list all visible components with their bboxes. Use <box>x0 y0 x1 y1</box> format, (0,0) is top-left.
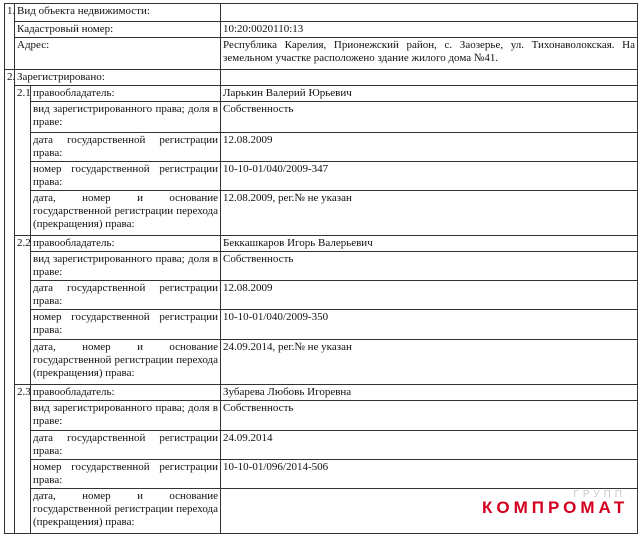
table-row <box>5 102 638 133</box>
reg-number-label: номер государственной регистрации права: <box>31 162 221 191</box>
basis-label: дата, номер и основание государственной регистрации перехода (прекращения) права: <box>31 489 221 534</box>
reg-date-label: дата государственной регистрации права: <box>31 133 221 162</box>
table-row <box>5 252 638 281</box>
right-type-label: вид зарегистрированного права; доля в праве: <box>31 401 221 431</box>
holder-number: 2.1 <box>15 86 31 236</box>
basis-label: дата, номер и основание государственной регистрации перехода (прекращения) права: <box>31 340 221 385</box>
row-number: 1. <box>5 4 15 70</box>
basis-value: 12.08.2009, рег.№ не указан <box>221 191 638 236</box>
right-type-label: вид зарегистрированного права; доля в праве: <box>31 102 221 133</box>
kompromat-watermark <box>482 489 632 529</box>
reg-date-label: дата государственной регистрации права: <box>31 281 221 310</box>
table-row <box>5 86 638 102</box>
table-row <box>5 310 638 340</box>
holder-name: Зубарева Любовь Игоревна <box>221 385 638 401</box>
holder-label: правообладатель: <box>31 86 221 102</box>
table-row <box>5 22 638 38</box>
reg-number-value: 10-10-01/040/2009-347 <box>221 162 638 191</box>
basis-value: 24.09.2014, рег.№ не указан <box>221 340 638 385</box>
table-row <box>5 460 638 489</box>
holder-name: Ларькин Валерий Юрьевич <box>221 86 638 102</box>
holder-number: 2.2 <box>15 236 31 385</box>
reg-number-value: 10-10-01/096/2014-506 <box>221 460 638 489</box>
registry-extract-table <box>4 3 638 534</box>
table-row <box>5 70 638 86</box>
cadastral-label: Кадастровый номер: <box>15 22 221 38</box>
holder-name: Беккашкаров Игорь Валерьевич <box>221 236 638 252</box>
registered-label: Зарегистрировано: <box>15 70 221 86</box>
reg-number-value: 10-10-01/040/2009-350 <box>221 310 638 340</box>
right-type-value: Собственность <box>221 252 638 281</box>
address-label: Адрес: <box>15 38 221 70</box>
table-row <box>5 385 638 401</box>
table-row <box>5 162 638 191</box>
holder-label: правообладатель: <box>31 385 221 401</box>
right-type-value: Собственность <box>221 102 638 133</box>
watermark-group-text: ГРУПП <box>573 489 626 500</box>
watermark-logo-text: КОМПРОМАТ <box>482 498 629 517</box>
table-row <box>5 431 638 460</box>
cadastral-value: 10:20:0020110:13 <box>221 22 638 38</box>
table-row <box>5 38 638 70</box>
table-row <box>5 340 638 385</box>
row-number: 2. <box>5 70 15 534</box>
reg-date-value: 24.09.2014 <box>221 431 638 460</box>
holder-label: правообладатель: <box>31 236 221 252</box>
reg-number-label: номер государственной регистрации права: <box>31 310 221 340</box>
table-row <box>5 281 638 310</box>
reg-date-label: дата государственной регистрации права: <box>31 431 221 460</box>
basis-label: дата, номер и основание государственной регистрации перехода (прекращения) права: <box>31 191 221 236</box>
registry-table-body <box>5 4 638 534</box>
right-type-value: Собственность <box>221 401 638 431</box>
object-type-label: Вид объекта недвижимости: <box>15 4 221 22</box>
table-row <box>5 401 638 431</box>
right-type-label: вид зарегистрированного права; доля в праве: <box>31 252 221 281</box>
address-value: Республика Карелия, Прионежский район, с. Заозерье, ул. Тихонаволокская. На земельном участке расположено здание жилого дома №41. <box>221 38 638 70</box>
reg-date-value: 12.08.2009 <box>221 281 638 310</box>
object-type-value <box>221 4 638 22</box>
table-row <box>5 133 638 162</box>
table-row <box>5 4 638 22</box>
reg-date-value: 12.08.2009 <box>221 133 638 162</box>
table-row <box>5 191 638 236</box>
table-row <box>5 236 638 252</box>
reg-number-label: номер государственной регистрации права: <box>31 460 221 489</box>
registered-value <box>221 70 638 86</box>
holder-number: 2.3 <box>15 385 31 534</box>
